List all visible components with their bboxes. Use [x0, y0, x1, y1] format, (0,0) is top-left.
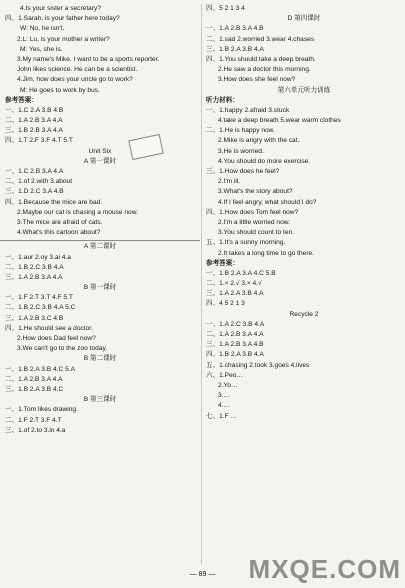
answer-line: 4.You should do more exercise.	[218, 157, 311, 165]
answer-line: 3.You should count to ten.	[218, 229, 295, 237]
answer-line: 4.What's this cartoon about?	[17, 229, 101, 237]
answer-line: 三、1.A 2.B 3.A 4.A	[5, 273, 63, 281]
section-heading: Recycle 2	[289, 310, 319, 318]
answer-line: 五、1.chasing 2.took 3.goes 4.lives	[206, 361, 310, 369]
answer-line: 二、1.A 2.B 3.A 4.A	[5, 117, 63, 125]
answer-line: 二、1.A 2.B 3.A 4.A	[206, 331, 264, 338]
answer-line: 七、1.F …	[206, 412, 238, 420]
answer-line: 四、1.Sarah, is your father here today?	[5, 15, 120, 23]
answer-line: 一、1.B 2.A 3.B 4.C 5.A	[5, 365, 76, 373]
answer-line: 2.How does Dad feel now?	[17, 335, 96, 342]
section-heading: A 第二课时	[83, 243, 117, 251]
answer-line: 2.I'm a little worried now.	[218, 218, 290, 226]
answer-line: 二、1.sad 2.worried 3.wear 4.chases	[206, 35, 315, 43]
answer-line: 2.I'm ill.	[218, 178, 241, 186]
answer-line: 3.What's the story about?	[218, 188, 293, 196]
right-column	[203, 4, 405, 422]
answer-line: 二、1.of 2.with 3.about	[5, 178, 73, 186]
answer-line: 二、1.B 2.C 3.B 4.A 5.C	[5, 304, 76, 312]
section-heading: B 第三课时	[83, 396, 117, 404]
answer-line: 二、1.× 2.√ 3.× 4.√	[206, 280, 262, 288]
answer-line: 三、1.A 2.B 3.A 4.B	[206, 341, 264, 349]
answer-line: 四、1.He should see a doctor.	[5, 324, 93, 332]
answer-line: 听力材料：	[206, 96, 239, 104]
answer-line: 四、1.How does Tom feel now?	[206, 208, 299, 216]
section-heading: 第六单元听力训练	[277, 86, 331, 94]
answer-line: 一、1.happy 2.afraid 3.stuck	[206, 106, 290, 114]
answer-line: 3.…	[218, 392, 231, 400]
answer-line: 2.Yo…	[218, 381, 238, 389]
column-divider	[201, 4, 202, 564]
answer-line: 一、1.C 2.A 3.B 4.B	[5, 106, 64, 114]
answer-line: 四、1.T 2.F 3.F 4.T 5.T	[5, 137, 73, 145]
answer-line: 一、1.F 2.T 3.T 4.F 5.T	[5, 294, 73, 302]
answer-line: 4.take a deep breath 5.wear warm clothes	[218, 117, 341, 125]
watermark: MXQE.COM	[248, 554, 401, 584]
answer-line: 4.…	[218, 402, 231, 410]
answer-line: 2.Maybe our cat is chasing a mouse now.	[17, 208, 138, 216]
answer-line: 四、1.You should take a deep breath.	[206, 55, 316, 63]
answer-line: 三、1.A 2.B 3.C 4.B	[5, 314, 64, 322]
section-heading: Unit Six	[88, 147, 112, 155]
answer-line: 4.If I feel angry, what should I do?	[218, 198, 317, 206]
answer-line: 一、1.A 2.C 3.B 4.A	[206, 320, 265, 328]
section-rule	[0, 240, 200, 241]
answer-line: 四、1.B 2.A 3.B 4.A	[206, 351, 264, 359]
answer-line: 三、1.of 2.to 3.in 4.a	[5, 426, 66, 434]
answer-line: M: Yes, she is.	[20, 45, 63, 53]
answer-line: 2.It takes a long time to go there.	[218, 249, 315, 257]
answer-line: 三、1.A 2.A 3.B 4.A	[206, 290, 264, 298]
answer-line: 三、1.D 2.C 3.A 4.B	[5, 188, 64, 196]
answer-line: 四、5 2 1 3 4	[206, 5, 245, 12]
answer-line: 四、4 5 2 1 3	[206, 300, 245, 308]
page-number: — 89 —	[189, 571, 216, 578]
section-heading: B 第一课时	[83, 284, 117, 292]
answer-line: 3.My name's Mike. I want to be a sports reporter.	[17, 55, 160, 63]
answer-line: 四、1.Because the mice are bad.	[5, 198, 103, 206]
answer-line: 3.The mice are afraid of cats.	[17, 218, 103, 226]
answer-line: 二、1.A 2.B 3.A 4.A	[5, 375, 63, 383]
answer-line: 一、1.B 2.A 3.A 4.C 5.B	[206, 269, 276, 277]
answer-line: 一、1.C 2.B 3.A 4.A	[5, 168, 64, 175]
answer-line: 二、1.He is happy now.	[206, 127, 275, 135]
answer-line: 一、1.A 2.B 3.A 4.B	[206, 25, 264, 33]
answer-line: 三、1.B 2.A 3.B 4.A	[206, 45, 264, 53]
answer-line: 三、1.B 2.B 3.A 4.A	[5, 127, 63, 135]
answer-line: John likes science. He can be a scientist.	[17, 66, 138, 74]
answer-line: M: He goes to work by bus.	[20, 86, 100, 94]
answer-line: 参考答案：	[206, 259, 239, 267]
answer-line: 4.Is your sister a secretary?	[20, 5, 101, 12]
answer-line: 参考答案：	[5, 96, 38, 104]
answer-line: 2.L: Lu, is your mother a writer?	[17, 35, 110, 43]
answer-line: 2.He saw a doctor this morning.	[218, 66, 311, 74]
answer-line: 3.We can't go to the zoo today.	[17, 345, 108, 353]
answer-line: 二、1.B 2.C 3.B 4.A	[5, 263, 64, 271]
answer-line: 三、1.How does he feel?	[206, 168, 280, 175]
answer-line: 五、1.It's a sunny morning.	[206, 239, 286, 247]
section-heading: B 第二课时	[83, 355, 117, 363]
answer-line: W: No, he isn't.	[20, 25, 65, 33]
answer-line: 二、1.F 2.T 3.F 4.T	[5, 416, 62, 424]
answer-line: 3.How does she feel now?	[218, 76, 296, 84]
answer-line: 2.Mike is angry with the cat.	[218, 137, 300, 145]
left-column	[0, 4, 200, 436]
section-heading: A 第一课时	[83, 157, 117, 165]
answer-line: 3.He is worried.	[218, 147, 264, 155]
answer-line: 一、1.aur 2.oy 3.ai 4.a	[5, 253, 71, 261]
section-heading: D 第四课时	[287, 15, 321, 23]
answer-line: 一、1.Tom likes drawing.	[5, 406, 78, 414]
answer-line: 4.Jim, how does your uncle go to work?	[17, 76, 133, 84]
answer-line: 三、1.B 2.A 3.B 4.C	[5, 385, 64, 393]
answer-line: 六、1.Peo…	[206, 371, 244, 379]
